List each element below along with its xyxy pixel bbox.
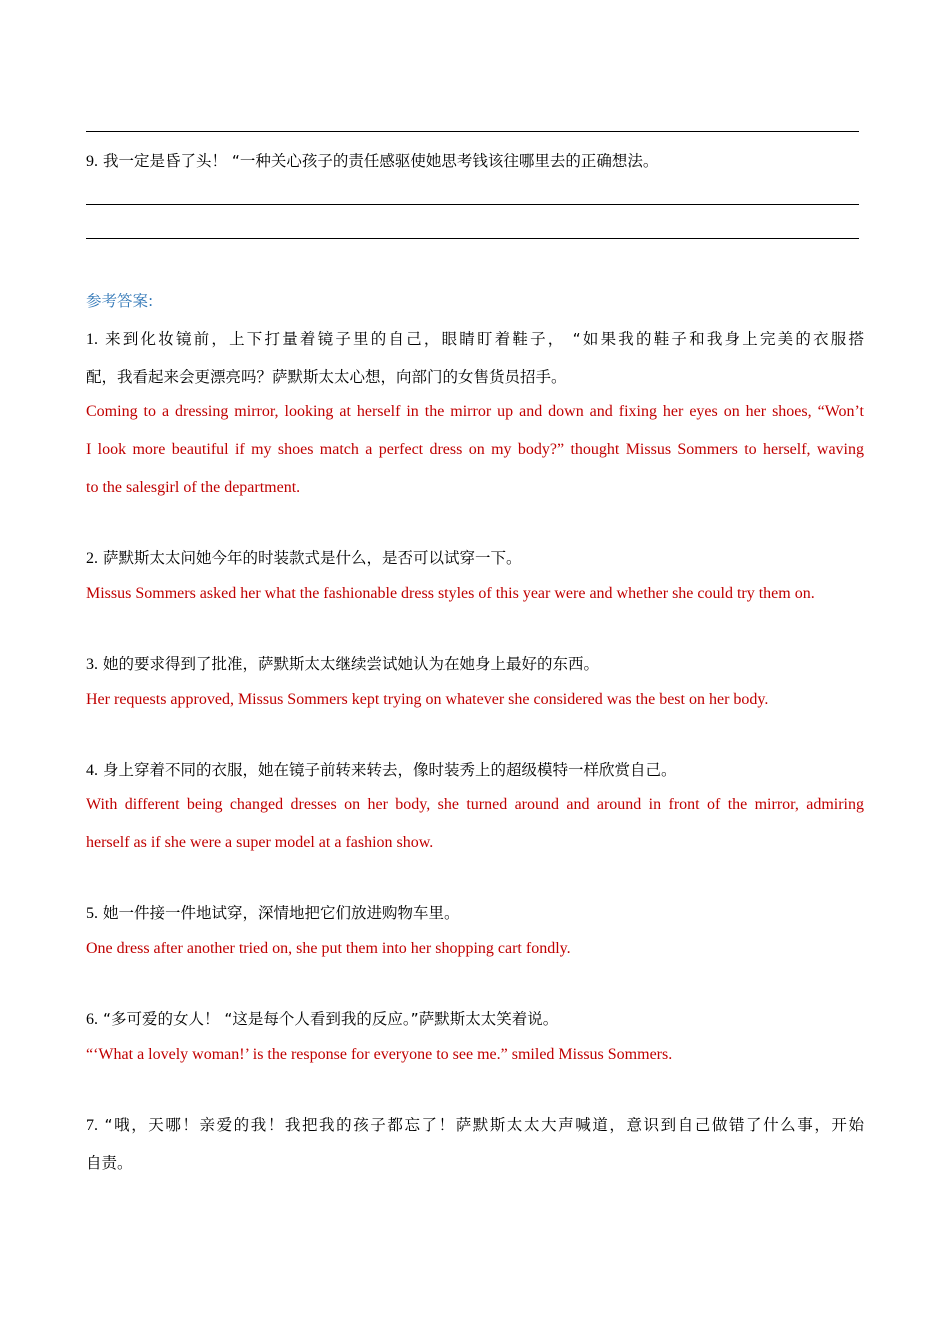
answer-3-en: Her requests approved, Missus Sommers kept trying on whatever she considered was the best on her body. — [86, 691, 769, 708]
answer-4-en-line-1: With different being changed dresses on her body, she turned around and around in front of the mirror, admiring — [86, 796, 864, 813]
answer-7-zh-line-2: 自责。 — [86, 1154, 133, 1172]
answer-number: 5. — [86, 905, 98, 922]
answer-zh-text: “多可爱的女人！ “这是每个人看到我的反应。”萨默斯太太笑着说。 — [102, 1010, 559, 1028]
answer-zh-text: 她的要求得到了批准，萨默斯太太继续尝试她认为在她身上最好的东西。 — [102, 655, 599, 673]
answer-number: 2. — [86, 550, 98, 567]
answer-heading: 参考答案: — [86, 292, 154, 310]
answer-blank-line — [86, 131, 859, 132]
answer-2-en: Missus Sommers asked her what the fashionable dress styles of this year were and whether she could try them on. — [86, 585, 815, 602]
question-9 — [86, 151, 866, 172]
answer-1-en-line-3: to the salesgirl of the department. — [86, 479, 301, 496]
answer-blank-line — [86, 238, 859, 239]
answer-1-en-line-2: I look more beautiful if my shoes match a perfect dress on my body?” thought Missus Sommers to herself, waving — [86, 441, 864, 458]
answer-number: 1. — [86, 331, 98, 348]
answer-zh-text: “哦，天哪！亲爱的我！我把我的孩子都忘了！萨默斯太太大声喊道，意识到自己做错了什么事，开始 — [104, 1116, 864, 1134]
answer-6-zh — [86, 1009, 866, 1030]
answer-4-en-line-2: herself as if she were a super model at a fashion show. — [86, 834, 434, 851]
question-text: 我一定是昏了头！ “一种关心孩子的责任感驱使她思考钱该往哪里去的正确想法。 — [102, 152, 659, 170]
answer-zh-text: 身上穿着不同的衣服，她在镜子前转来转去，像时装秀上的超级模特一样欣赏自己。 — [102, 761, 677, 779]
answer-6-en: “‘What a lovely woman!’ is the response for everyone to see me.” smiled Missus Sommers. — [86, 1046, 673, 1063]
answer-5-en: One dress after another tried on, she put them into her shopping cart fondly. — [86, 940, 571, 957]
answer-zh-text: 萨默斯太太问她今年的时装款式是什么，是否可以试穿一下。 — [102, 549, 522, 567]
answer-1-en-line-1: Coming to a dressing mirror, looking at herself in the mirror up and down and fixing her eyes on her shoes, “Won’t — [86, 403, 864, 420]
answer-zh-text: 她一件接一件地试穿，深情地把它们放进购物车里。 — [102, 904, 460, 922]
answer-3-zh — [86, 654, 866, 675]
answer-number: 4. — [86, 762, 98, 779]
answer-number: 7. — [86, 1117, 98, 1134]
answer-1-zh-line-1 — [86, 329, 864, 350]
answer-1-zh-line-2: 配，我看起来会更漂亮吗？萨默斯太太心想，向部门的女售货员招手。 — [86, 368, 567, 386]
question-number: 9. — [86, 153, 98, 170]
answer-number: 3. — [86, 656, 98, 673]
answer-zh-text: 来到化妆镜前，上下打量着镜子里的自己，眼睛盯着鞋子， “如果我的鞋子和我身上完美的衣服搭 — [105, 330, 864, 348]
answer-4-zh — [86, 760, 866, 781]
answer-number: 6. — [86, 1011, 98, 1028]
answer-7-zh-line-1 — [86, 1115, 864, 1136]
answer-2-zh — [86, 548, 866, 569]
answer-blank-line — [86, 204, 859, 205]
answer-5-zh — [86, 903, 866, 924]
